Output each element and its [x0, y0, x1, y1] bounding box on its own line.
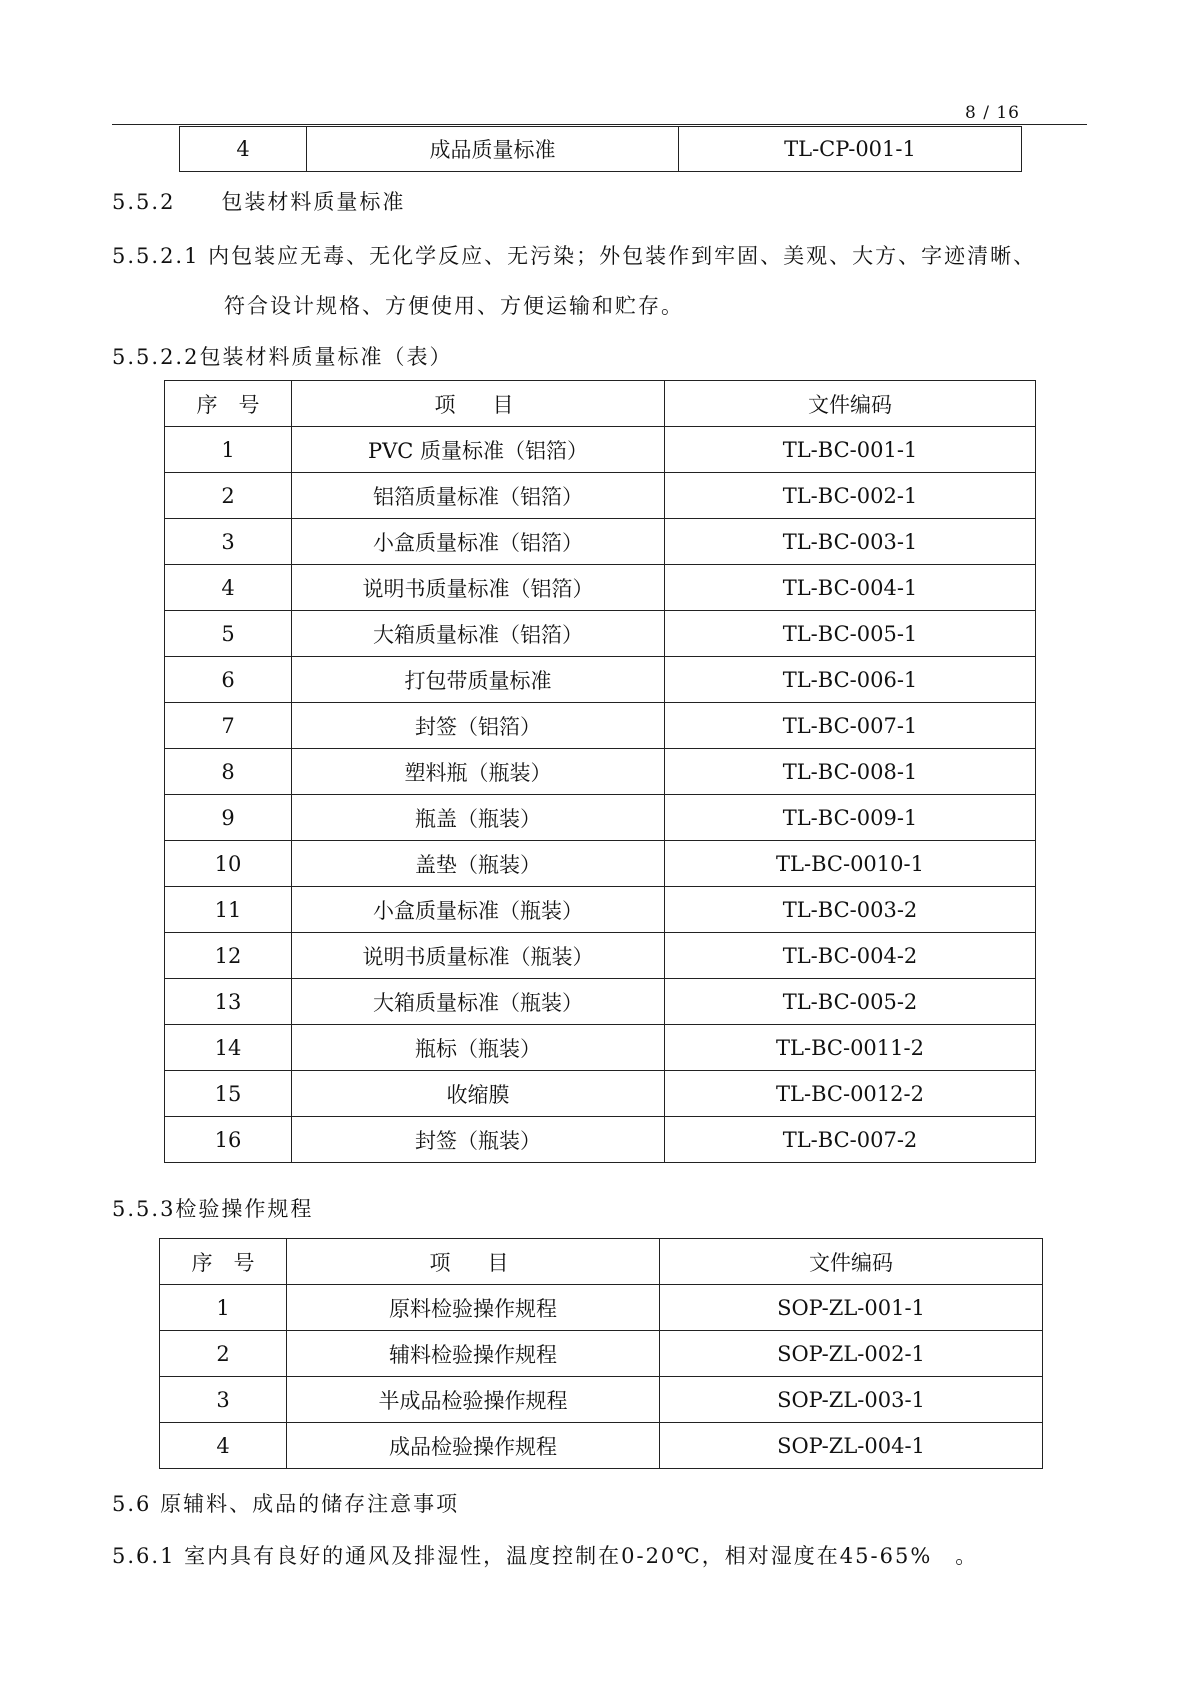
table-row [160, 1285, 1043, 1331]
page-number: 8 / 16 [965, 103, 1020, 123]
cell-item: 瓶盖（瓶装） [292, 795, 665, 841]
cell-item: 收缩膜 [292, 1071, 665, 1117]
inspection-procedures-table [159, 1238, 1043, 1469]
header-seq: 序 号 [160, 1239, 287, 1285]
section-5-5-3-title: 5.5.3检验操作规程 [112, 1197, 314, 1221]
cell-code: TL-CP-001-1 [679, 127, 1022, 172]
table-row [165, 841, 1036, 887]
cell-code: TL-BC-004-1 [665, 565, 1036, 611]
cell-seq: 11 [165, 887, 292, 933]
cell-item: 小盒质量标准（铝箔） [292, 519, 665, 565]
section-5-5-2-2-title: 5.5.2.2包装材料质量标准（表） [112, 345, 453, 369]
table-row [165, 795, 1036, 841]
table-header-row [165, 381, 1036, 427]
cell-code: TL-BC-009-1 [665, 795, 1036, 841]
cell-code: TL-BC-001-1 [665, 427, 1036, 473]
cell-item: 大箱质量标准（铝箔） [292, 611, 665, 657]
section-5-6-1-text: 5.6.1 室内具有良好的通风及排湿性，温度控制在0-20℃，相对湿度在45-65% 。 [112, 1544, 979, 1568]
cell-seq: 3 [160, 1377, 287, 1423]
cell-seq: 4 [180, 127, 307, 172]
cell-item: 说明书质量标准（铝箔） [292, 565, 665, 611]
table-header-row [160, 1239, 1043, 1285]
section-5-6-title: 5.6 原辅料、成品的储存注意事项 [112, 1492, 460, 1516]
table-row [165, 519, 1036, 565]
finished-product-table [179, 126, 1022, 172]
packaging-standards-table [164, 380, 1036, 1163]
cell-seq: 2 [165, 473, 292, 519]
cell-seq: 14 [165, 1025, 292, 1071]
cell-seq: 9 [165, 795, 292, 841]
cell-code: TL-BC-003-1 [665, 519, 1036, 565]
cell-seq: 4 [160, 1423, 287, 1469]
cell-seq: 2 [160, 1331, 287, 1377]
cell-code: TL-BC-0010-1 [665, 841, 1036, 887]
cell-seq: 16 [165, 1117, 292, 1163]
cell-seq: 10 [165, 841, 292, 887]
table-row [165, 657, 1036, 703]
header-code: 文件编码 [665, 381, 1036, 427]
cell-code: TL-BC-005-1 [665, 611, 1036, 657]
cell-code: TL-BC-007-1 [665, 703, 1036, 749]
cell-seq: 7 [165, 703, 292, 749]
cell-item: 大箱质量标准（瓶装） [292, 979, 665, 1025]
cell-item: 封签（瓶装） [292, 1117, 665, 1163]
table-row [165, 565, 1036, 611]
table-row [160, 1377, 1043, 1423]
section-5-5-2-1-line1: 5.5.2.1 内包装应无毒、无化学反应、无污染；外包装作到牢固、美观、大方、字迹清晰、 [112, 244, 1037, 268]
cell-item: 说明书质量标准（瓶装） [292, 933, 665, 979]
table-row [165, 473, 1036, 519]
table-row [165, 933, 1036, 979]
cell-seq: 8 [165, 749, 292, 795]
header-code: 文件编码 [660, 1239, 1043, 1285]
cell-item: 盖垫（瓶装） [292, 841, 665, 887]
header-rule [112, 124, 1087, 125]
cell-item: 打包带质量标准 [292, 657, 665, 703]
table-row [165, 1117, 1036, 1163]
cell-seq: 5 [165, 611, 292, 657]
cell-item: 铝箔质量标准（铝箔） [292, 473, 665, 519]
cell-item: 瓶标（瓶装） [292, 1025, 665, 1071]
table-row [165, 1071, 1036, 1117]
table-row [180, 127, 1022, 172]
cell-code: TL-BC-006-1 [665, 657, 1036, 703]
cell-item: 半成品检验操作规程 [287, 1377, 660, 1423]
cell-item: PVC 质量标准（铝箔） [292, 427, 665, 473]
header-item: 项 目 [287, 1239, 660, 1285]
cell-code: TL-BC-002-1 [665, 473, 1036, 519]
cell-seq: 13 [165, 979, 292, 1025]
cell-code: SOP-ZL-001-1 [660, 1285, 1043, 1331]
cell-code: SOP-ZL-003-1 [660, 1377, 1043, 1423]
cell-item: 辅料检验操作规程 [287, 1331, 660, 1377]
cell-item: 小盒质量标准（瓶装） [292, 887, 665, 933]
cell-item: 成品检验操作规程 [287, 1423, 660, 1469]
cell-item: 原料检验操作规程 [287, 1285, 660, 1331]
cell-seq: 15 [165, 1071, 292, 1117]
cell-seq: 12 [165, 933, 292, 979]
table-row [165, 611, 1036, 657]
cell-code: TL-BC-003-2 [665, 887, 1036, 933]
section-5-5-2-1-line2: 符合设计规格、方便使用、方便运输和贮存。 [224, 294, 684, 318]
section-5-5-2-title: 5.5.2 包装材料质量标准 [112, 190, 406, 214]
cell-code: SOP-ZL-004-1 [660, 1423, 1043, 1469]
cell-code: SOP-ZL-002-1 [660, 1331, 1043, 1377]
table-row [165, 887, 1036, 933]
header-item: 项 目 [292, 381, 665, 427]
table-row [165, 703, 1036, 749]
table-row [165, 979, 1036, 1025]
cell-code: TL-BC-005-2 [665, 979, 1036, 1025]
cell-code: TL-BC-0011-2 [665, 1025, 1036, 1071]
cell-item: 封签（铝箔） [292, 703, 665, 749]
cell-code: TL-BC-007-2 [665, 1117, 1036, 1163]
cell-code: TL-BC-008-1 [665, 749, 1036, 795]
table-row [160, 1423, 1043, 1469]
cell-seq: 1 [165, 427, 292, 473]
table-row [165, 427, 1036, 473]
cell-code: TL-BC-0012-2 [665, 1071, 1036, 1117]
cell-item: 塑料瓶（瓶装） [292, 749, 665, 795]
table-row [165, 1025, 1036, 1071]
cell-item: 成品质量标准 [307, 127, 679, 172]
header-seq: 序 号 [165, 381, 292, 427]
cell-seq: 1 [160, 1285, 287, 1331]
table-row [165, 749, 1036, 795]
cell-seq: 3 [165, 519, 292, 565]
cell-code: TL-BC-004-2 [665, 933, 1036, 979]
table-row [160, 1331, 1043, 1377]
cell-seq: 4 [165, 565, 292, 611]
cell-seq: 6 [165, 657, 292, 703]
